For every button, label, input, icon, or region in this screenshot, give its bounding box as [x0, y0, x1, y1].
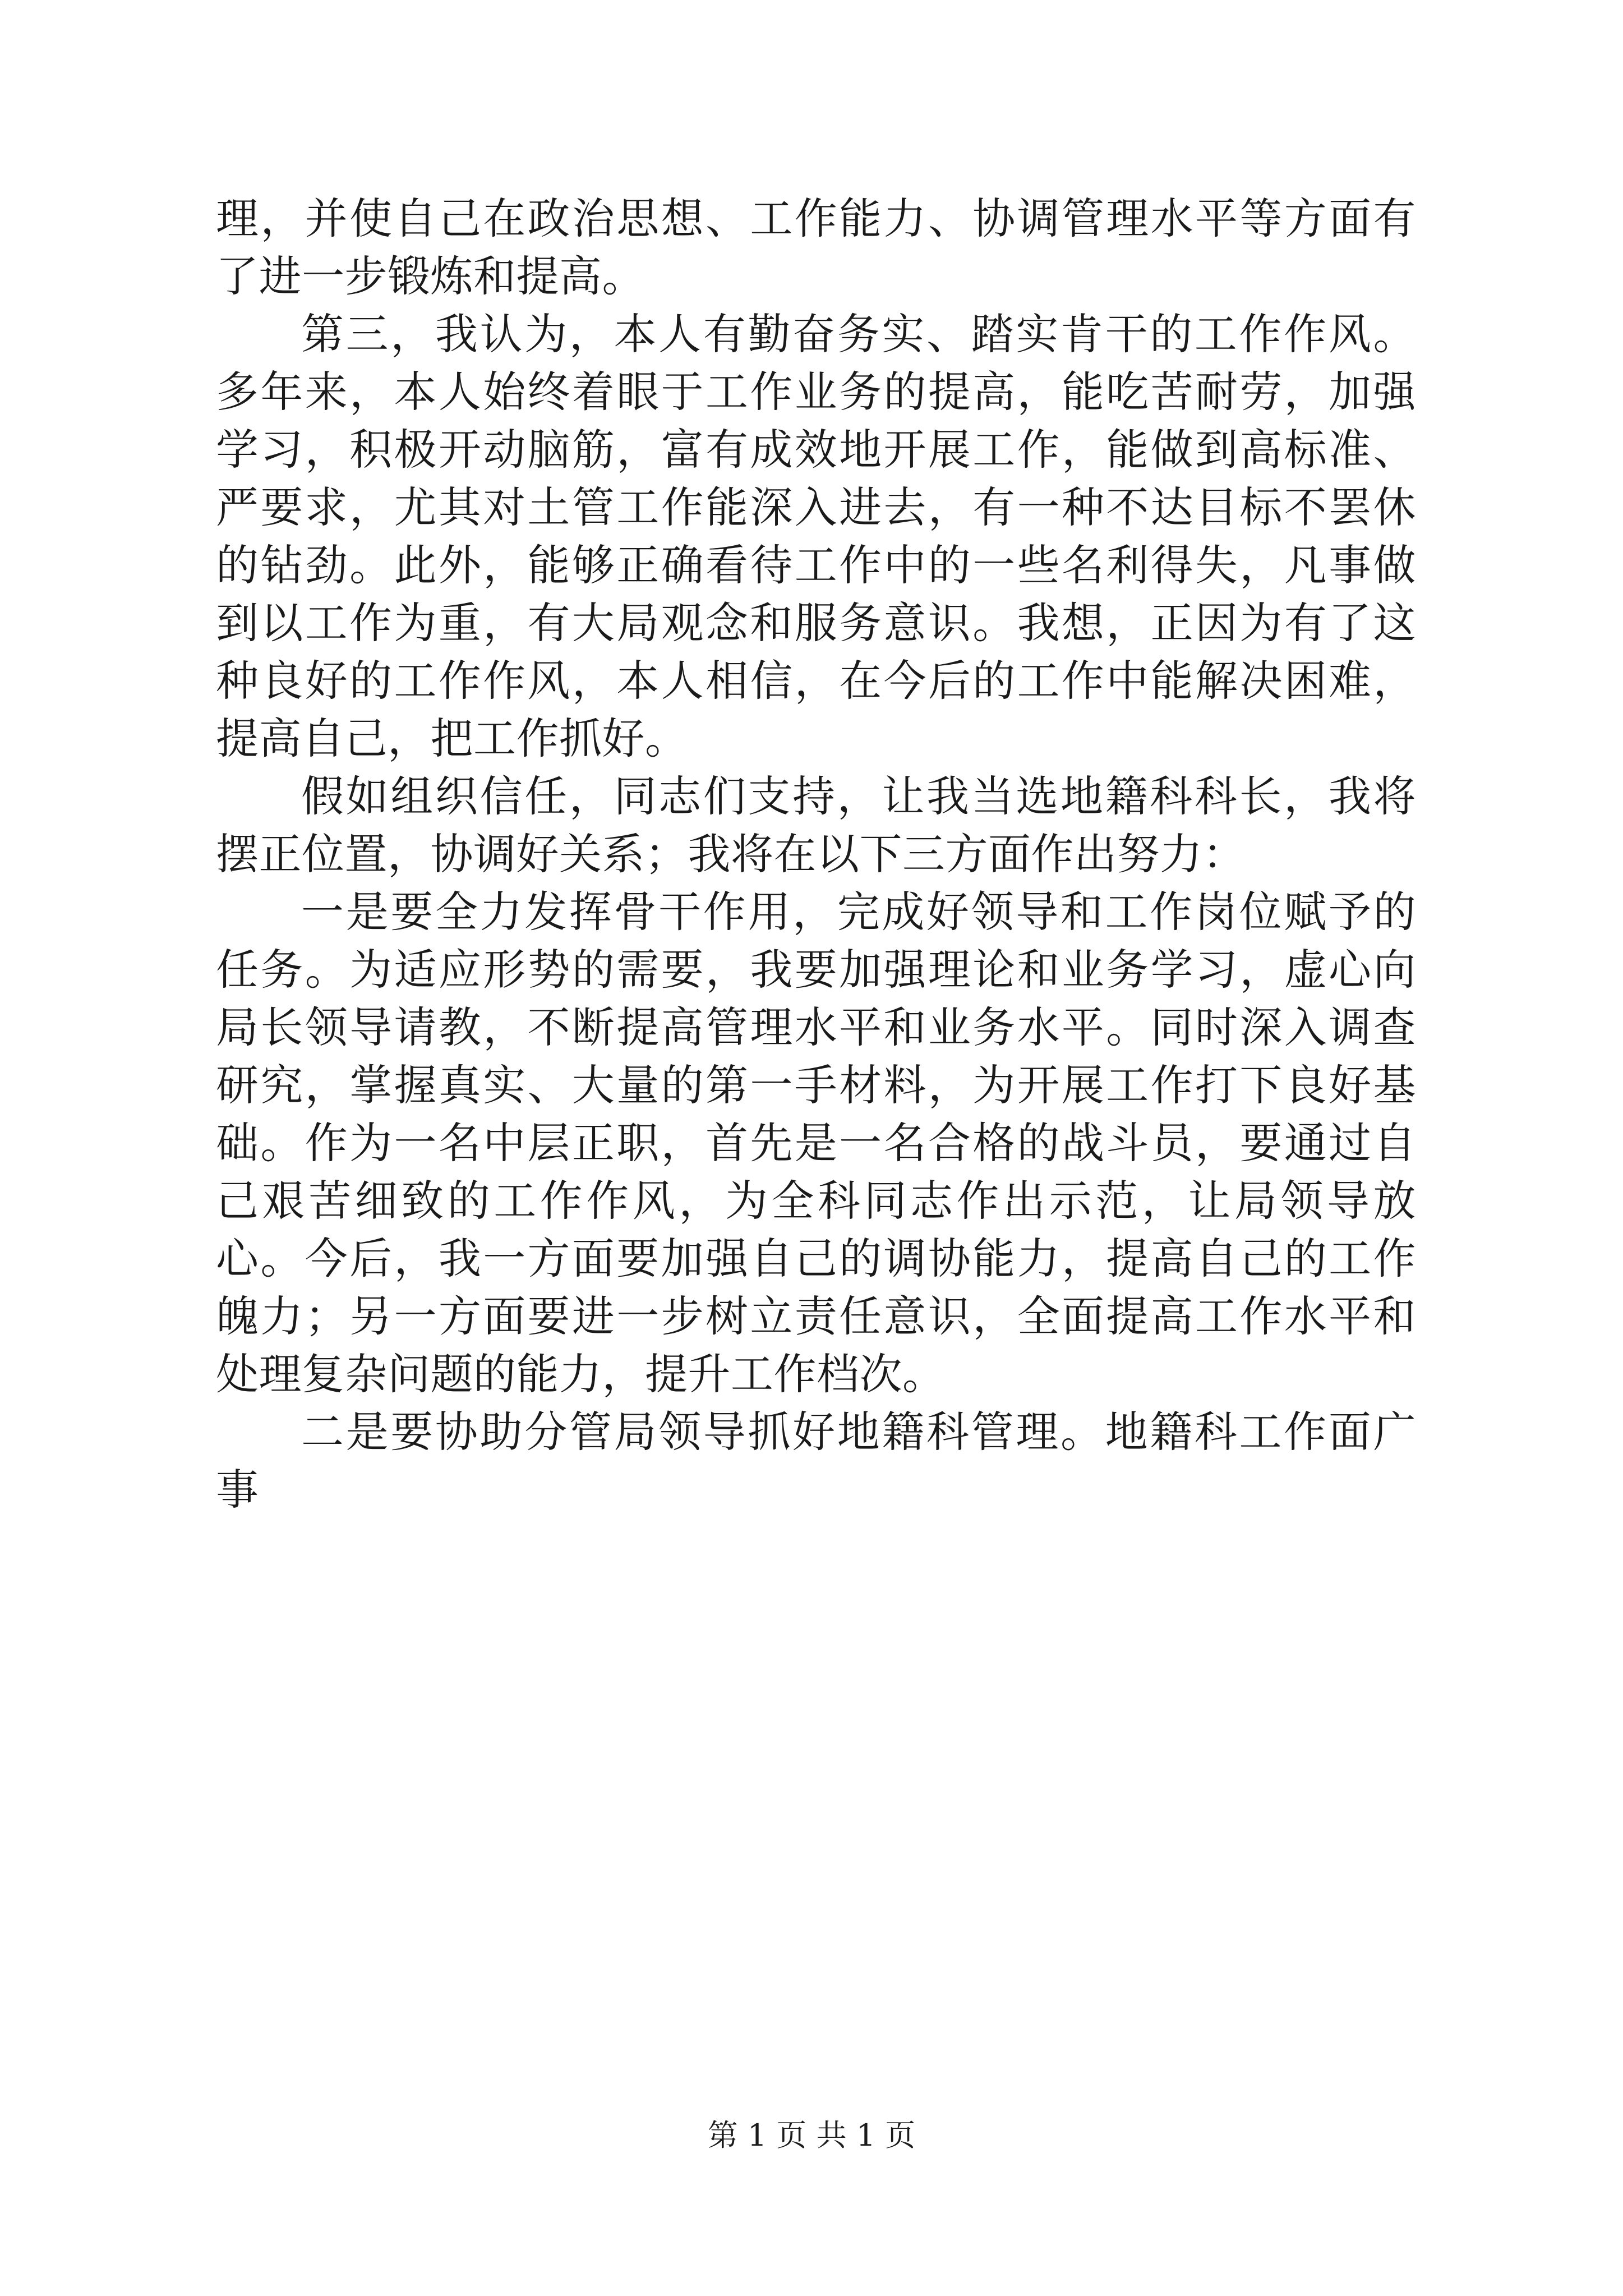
paragraph-4: 一是要全力发挥骨干作用，完成好领导和工作岗位赋予的任务。为适应形势的需要，我要加强理论和业务学习，虚心向局长领导请教，不断提高管理水平和业务水平。同时深入调查研究，掌握真实、大量的第一手材料，为开展工作打下良好基础。作为一名中层正职，首先是一名合格的战斗员，要通过自己艰苦细致的工作作风，为全科同志作出示范，让局领导放心。今后，我一方面要加强自己的调协能力，提高自己的工作魄力；另一方面要进一步树立责任意识，全面提高工作水平和处理复杂问题的能力，提升工作档次。 [216, 887, 1416, 1399]
paragraph-5: 二是要协助分管局领导抓好地籍科管理。地籍科工作面广事 [216, 1407, 1416, 1515]
paragraph-3: 假如组织信任，同志们支持，让我当选地籍科科长，我将摆正位置，协调好关系；我将在以下三方面作出努力： [216, 771, 1416, 879]
page-footer: 第 1 页 共 1 页 [707, 2118, 916, 2153]
paragraph-1: 理，并使自己在政治思想、工作能力、协调管理水平等方面有了进一步锻炼和提高。 [216, 194, 1416, 301]
document-body [216, 190, 1416, 1519]
paragraph-2: 第三，我认为，本人有勤奋务实、踏实肯干的工作作风。多年来，本人始终着眼于工作业务的提高，能吃苦耐劳，加强学习，积极开动脑筋，富有成效地开展工作，能做到高标准、严要求，尤其对土管工作能深入进去，有一种不达目标不罢休的钻劲。此外，能够正确看待工作中的一些名利得失，凡事做到以工作为重，有大局观念和服务意识。我想，正因为有了这种良好的工作作风，本人相信，在今后的工作中能解决困难，提高自己，把工作抓好。 [216, 309, 1416, 763]
